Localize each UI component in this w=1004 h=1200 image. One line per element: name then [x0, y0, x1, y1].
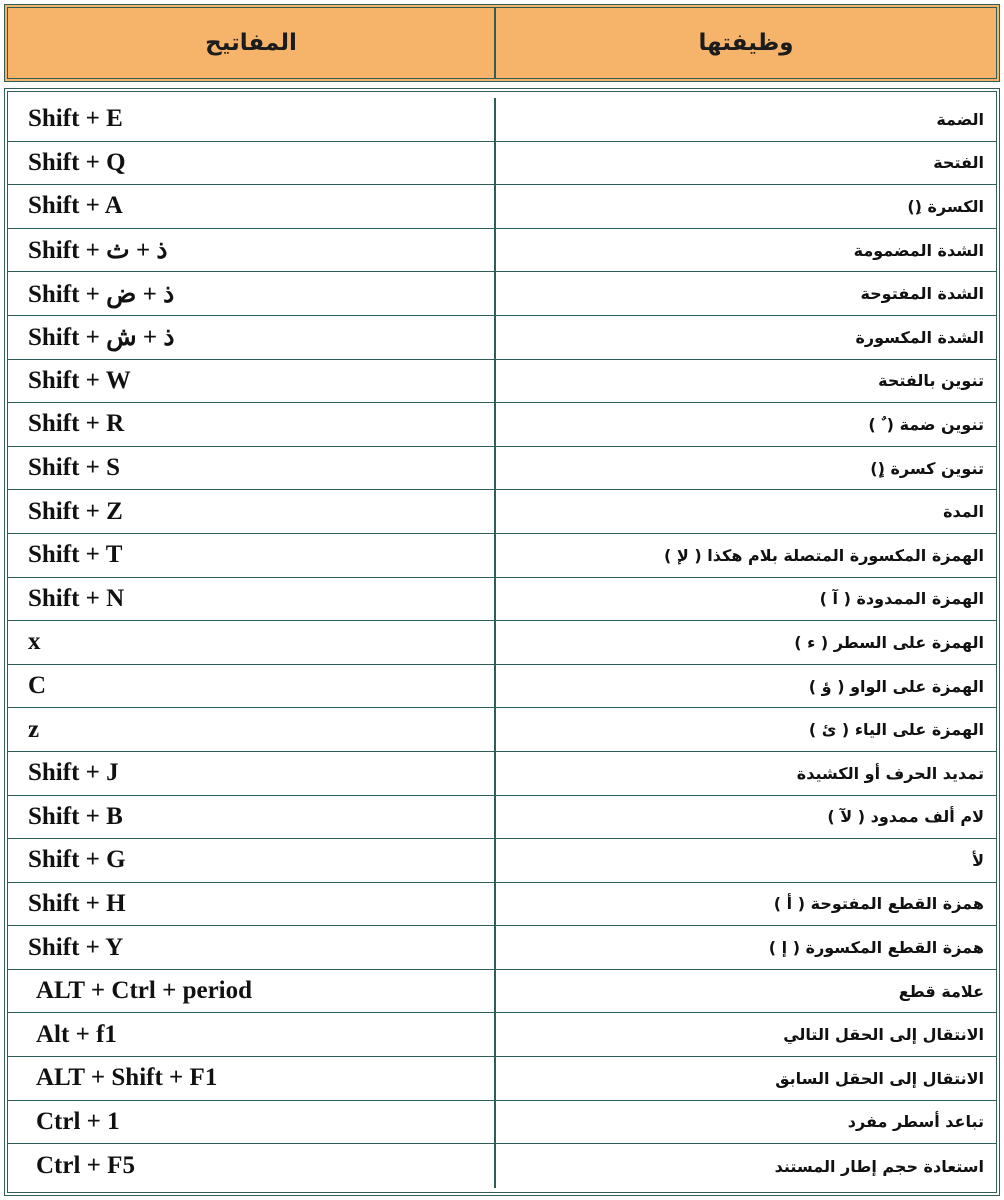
shortcut-keys: Shift + W — [8, 360, 496, 403]
table-row — [8, 447, 996, 491]
table-row — [8, 490, 996, 534]
shortcut-keys: Shift + S — [8, 447, 496, 490]
shortcut-keys: C — [8, 665, 496, 708]
shortcut-function: الضمة — [936, 109, 984, 129]
shortcut-function: الهمزة على السطر ( ء ) — [794, 632, 984, 652]
table-row — [8, 316, 996, 360]
shortcut-function: همزة القطع المفتوحة ( أ ) — [773, 894, 984, 914]
table-row — [8, 665, 996, 709]
table-row — [8, 970, 996, 1014]
shortcut-keys: Shift + R — [8, 403, 496, 446]
shortcut-keys: Ctrl + 1 — [8, 1101, 496, 1144]
shortcuts-table — [4, 88, 1000, 1196]
shortcut-function: لأ — [972, 850, 984, 870]
shortcut-keys: Alt + f1 — [8, 1013, 496, 1056]
shortcut-keys: Shift + N — [8, 578, 496, 621]
table-row — [8, 229, 996, 273]
table-row — [8, 403, 996, 447]
shortcut-keys: Shift + Z — [8, 490, 496, 533]
table-row — [8, 578, 996, 622]
table-row — [8, 534, 996, 578]
shortcut-keys: z — [8, 708, 496, 751]
shortcut-function: الفتحة — [933, 153, 984, 173]
table-row — [8, 708, 996, 752]
table-row — [8, 883, 996, 927]
table-row — [8, 1144, 996, 1188]
shortcut-function: استعادة حجم إطار المستند — [774, 1156, 984, 1176]
table-row — [8, 926, 996, 970]
table-row — [8, 621, 996, 665]
shortcut-keys: Shift + H — [8, 883, 496, 926]
table-row — [8, 839, 996, 883]
table-row — [8, 752, 996, 796]
shortcut-function: الهمزة على الياء ( ئ ) — [808, 720, 984, 740]
table-row — [8, 98, 996, 142]
shortcut-function: الهمزة المكسورة المتصلة بلام هكذا ( لإ ) — [664, 545, 984, 565]
shortcut-keys: Shift + Q — [8, 142, 496, 185]
shortcut-function: تنوين بالفتحة — [878, 371, 984, 391]
shortcut-function: الانتقال إلى الحقل السابق — [775, 1068, 984, 1088]
shortcut-function: الانتقال إلى الحقل التالي — [783, 1025, 984, 1045]
shortcut-keys: Shift + G — [8, 839, 496, 882]
table-row — [8, 1101, 996, 1145]
shortcut-keys: Shift + E — [8, 98, 496, 141]
shortcut-keys: Shift + A — [8, 185, 496, 228]
shortcut-function: الكسرة (ِ) — [907, 196, 984, 216]
table-row — [8, 796, 996, 840]
shortcut-function: تنوين كسرة (ٍ) — [870, 458, 984, 478]
shortcut-function: لام ألف ممدود ( لآ ) — [827, 807, 984, 827]
shortcut-keys: ALT + Shift + F1 — [8, 1057, 496, 1100]
shortcut-keys: Shift + Y — [8, 926, 496, 969]
shortcut-function: الشدة المفتوحة — [860, 284, 984, 304]
table-row — [8, 360, 996, 404]
shortcut-keys: Shift + T — [8, 534, 496, 577]
shortcut-keys: Shift + J — [8, 752, 496, 795]
shortcut-keys: Shift + B — [8, 796, 496, 839]
shortcut-function: تنوين ضمة ( ٌ ) — [868, 414, 984, 434]
function-column-header: وظيفتها — [698, 30, 794, 56]
shortcut-function: همزة القطع المكسورة ( إ ) — [768, 938, 984, 958]
table-row — [8, 142, 996, 186]
shortcut-function: المدة — [943, 502, 984, 522]
keys-column-header: المفاتيح — [8, 8, 496, 78]
table-row — [8, 185, 996, 229]
table-row — [8, 1013, 996, 1057]
shortcut-function: الهمزة الممدودة ( آ ) — [819, 589, 984, 609]
table-row — [8, 272, 996, 316]
shortcut-keys: Shift + ذ + ث — [8, 229, 496, 272]
shortcut-keys: x — [8, 621, 496, 664]
shortcut-keys: ALT + Ctrl + period — [8, 970, 496, 1013]
table-header — [4, 4, 1000, 82]
shortcut-function: تمديد الحرف أو الكشيدة — [796, 763, 984, 783]
shortcut-function: علامة قطع — [898, 981, 984, 1001]
shortcut-keys: Shift + ذ + ض — [8, 272, 496, 315]
shortcut-function: الشدة المضمومة — [853, 240, 984, 260]
shortcut-function: الشدة المكسورة — [855, 327, 984, 347]
shortcut-keys: Shift + ذ + ش — [8, 316, 496, 359]
table-row — [8, 1057, 996, 1101]
shortcut-function: تباعد أسطر مفرد — [847, 1112, 984, 1132]
shortcut-function: الهمزة على الواو ( ؤ ) — [808, 676, 984, 696]
shortcut-keys: Ctrl + F5 — [8, 1144, 496, 1188]
